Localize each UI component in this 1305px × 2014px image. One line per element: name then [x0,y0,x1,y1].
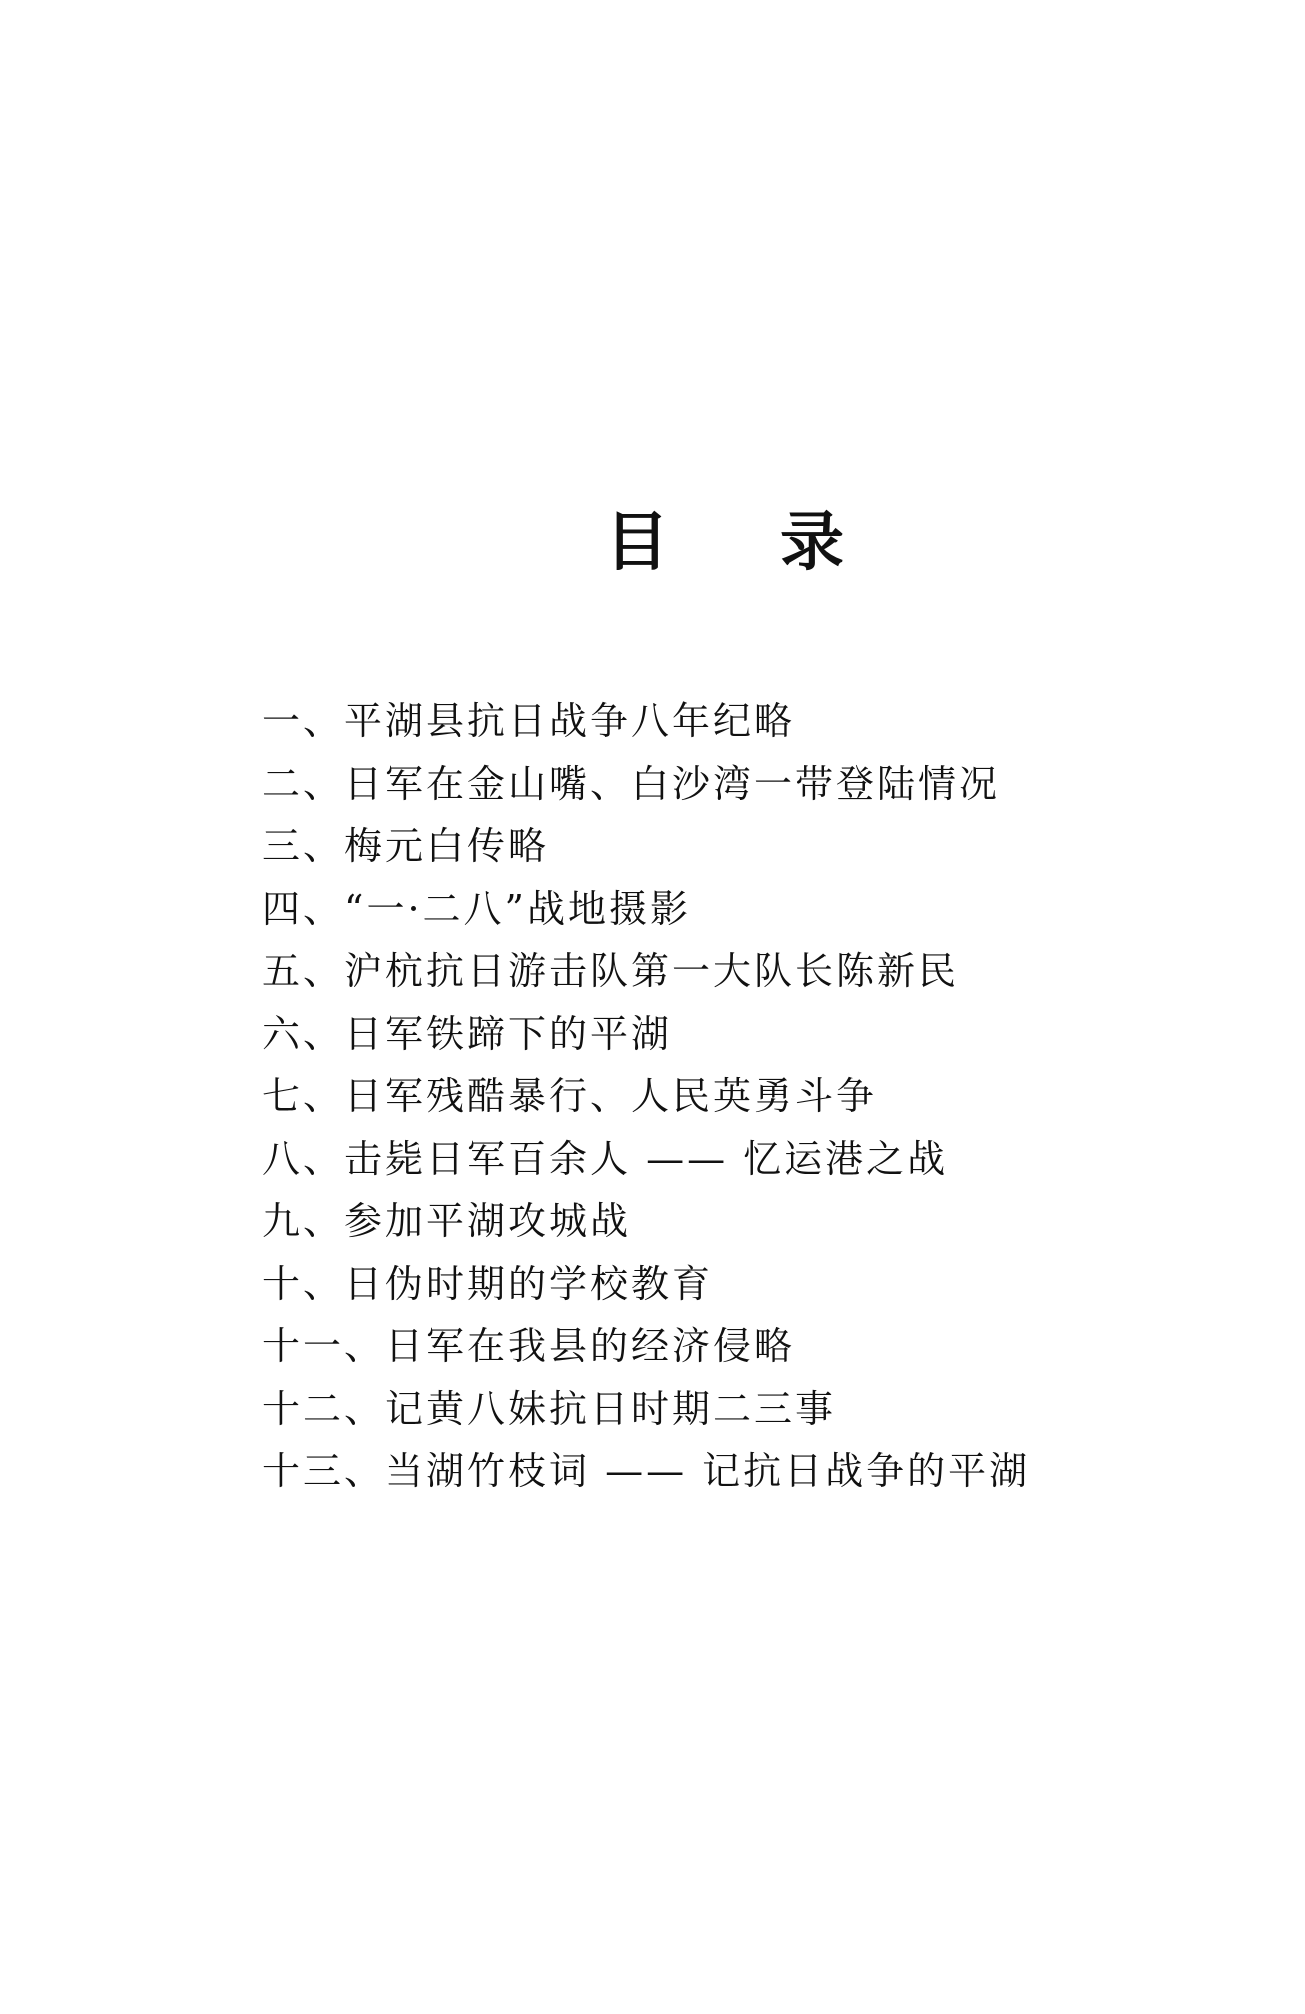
toc-title: 日军在金山嘴、白沙湾一带登陆情况 [344,761,1001,806]
toc-number: 十三、 [262,1449,386,1493]
toc-title: 平湖县抗日战争八年纪略 [344,699,796,743]
toc-title: 记黄八妹抗日时期二三事 [385,1386,837,1431]
toc-item-13 [262,1440,1262,1503]
toc-title: 击毙日军百余人 —— 忆运港之战 [344,1136,949,1181]
toc-number: 五、 [262,949,345,993]
toc-title: 参加平湖攻城战 [344,1199,632,1243]
toc-number: 一、 [262,699,345,743]
toc-number: 四、 [262,886,345,931]
toc-title: 当湖竹枝词 —— 记抗日战争的平湖 [385,1449,1031,1493]
toc-number: 三、 [262,824,345,868]
toc-item-8 [262,1128,1262,1191]
toc-number: 二、 [262,761,345,806]
toc-title: 日军残酷暴行、人民英勇斗争 [344,1074,878,1118]
toc-item-9 [262,1190,1262,1253]
toc-item-10 [262,1253,1262,1316]
title-char-2: 录 [780,505,844,580]
toc-title: 日军在我县的经济侵略 [385,1324,796,1368]
table-of-contents [262,690,1262,1503]
toc-title: 日伪时期的学校教育 [344,1261,714,1306]
toc-title: 梅元白传略 [344,824,550,868]
toc-number: 十一、 [262,1324,386,1368]
toc-item-5 [262,940,1262,1003]
toc-item-6 [262,1003,1262,1066]
toc-item-2 [262,753,1262,816]
toc-number: 九、 [262,1199,345,1243]
toc-title: 沪杭抗日游击队第一大队长陈新民 [344,949,960,993]
toc-item-1 [262,690,1262,753]
toc-item-12 [262,1378,1262,1441]
page-title [0,498,1305,588]
toc-item-11 [262,1315,1262,1378]
toc-number: 十、 [262,1261,345,1306]
toc-title: 日军铁蹄下的平湖 [344,1011,673,1056]
toc-number: 六、 [262,1011,345,1056]
toc-item-7 [262,1065,1262,1128]
toc-item-4 [262,878,1262,941]
toc-number: 八、 [262,1136,345,1181]
toc-title: “一·二八”战地摄影 [344,886,691,931]
title-char-1: 目 [605,505,669,580]
toc-number: 七、 [262,1074,345,1118]
toc-item-3 [262,815,1262,878]
toc-number: 十二、 [262,1386,386,1431]
